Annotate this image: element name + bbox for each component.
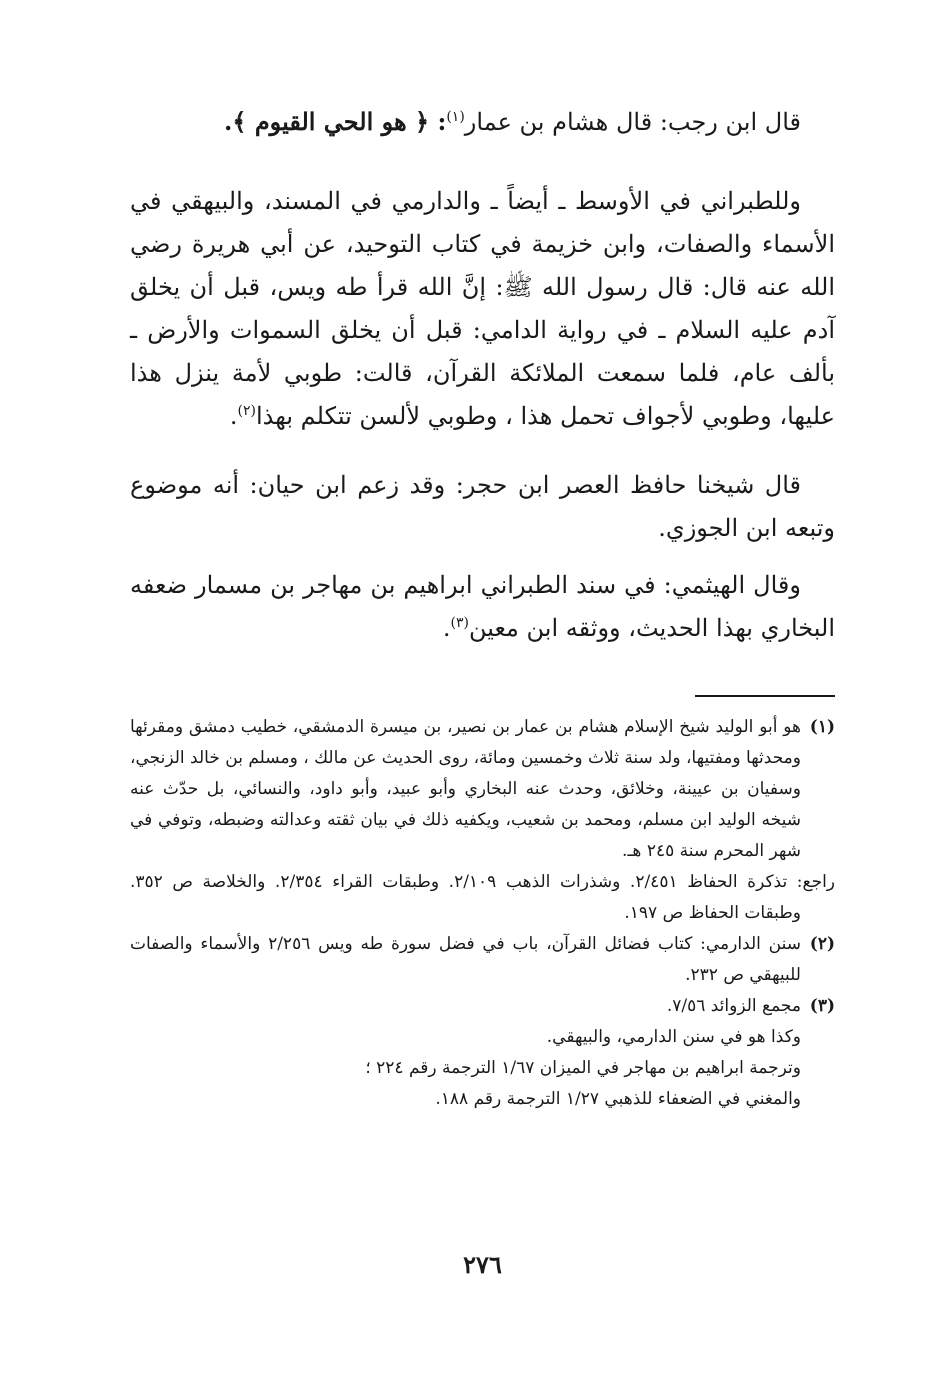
footnote-3-line: وكذا هو في سنن الدارمي، والبيهقي. xyxy=(546,1027,801,1047)
paragraph-end: . xyxy=(229,402,238,430)
footnote-number: (١) xyxy=(809,717,835,737)
footnote-text: مجمع الزوائد ٧/٥٦. xyxy=(666,996,801,1016)
footnote-3-line: وترجمة ابراهيم بن مهاجر في الميزان ١/٦٧ الترجمة رقم ٢٢٤ ؛ xyxy=(365,1058,801,1078)
paragraph-ibn-hajar xyxy=(130,464,835,550)
footnote-ref-3[interactable]: (٣) xyxy=(450,615,469,631)
footnote-text: سنن الدارمي: كتاب فضائل القرآن، باب في فضل سورة طه ويس ٢/٢٥٦ والأسماء والصفات للبيهقي ص ٢٣٢. xyxy=(130,934,801,985)
footnote-3-line: والمغني في الضعفاء للذهبي ١/٢٧ الترجمة رقم ١٨٨. xyxy=(435,1089,801,1109)
book-page xyxy=(130,0,835,1394)
footnote-1 xyxy=(130,712,835,867)
footnote-3 xyxy=(130,991,835,1022)
footnote-number: (٣) xyxy=(809,996,835,1016)
paragraph-text: وللطبراني في الأوسط ـ أيضاً ـ والدارمي في المسند، والبيهقي في الأسماء والصفات، وابن خزيمة في كتاب التوحيد، عن أبي هريرة رضي الله عنه قال: قال رسول الله ﷺ: إنَّ الله قرأ طه ويس، قبل أن يخلق آدم عليه السلام ـ في رواية الدامي: قبل أن يخلق السموات والأرض ـ بألف عام، فلما سمعت الملائكة القرآن، قالت: طوبي لأمة ينزل هذا عليها، وطوبي لأجواف تحمل هذا ، وطوبي لألسن تتكلم بهذا xyxy=(130,187,835,430)
paragraph-haythami xyxy=(130,564,835,650)
footnote-2 xyxy=(130,929,835,991)
footnote-ref-2[interactable]: (٢) xyxy=(237,403,257,419)
footnote-divider xyxy=(695,695,835,697)
paragraph-tabarani xyxy=(130,180,835,438)
footnote-1-references: راجع: تذكرة الحفاظ ٢/٤٥١. وشذرات الذهب ٢/١٠٩. وطبقات القراء ٢/٣٥٤. والخلاصة ص ٣٥٢. وطبقات الحفاظ ص ١٩٧. xyxy=(130,872,836,923)
footnote-number: (٢) xyxy=(809,934,835,954)
paragraph-ibn-rajab xyxy=(130,100,835,144)
footnotes xyxy=(130,712,835,1115)
page-number: ٢٧٦ xyxy=(463,1250,502,1279)
paragraph-text: قال ابن رجب: قال هشام بن عمار xyxy=(464,108,801,136)
quran-quote: : ﴿ هو الحي القيوم ﴾. xyxy=(224,107,447,136)
paragraph-end: . xyxy=(442,614,451,642)
paragraph-text: وقال الهيثمي: في سند الطبراني ابراهيم بن مهاجر بن مسمار ضعفه البخاري بهذا الحديث، ووثقه ابن معين xyxy=(130,571,835,642)
footnote-text: هو أبو الوليد شيخ الإسلام هشام بن عمار بن نصير، بن ميسرة الدمشقي، خطيب دمشق ومقرئها ومحدثها ومفتيها، ولد سنة ثلاث وخمسين ومائة، روى الحديث عن مالك ، ومسلم بن خالد الزنجي، وسفيان بن عيينة، وخلائق، وحدث عنه البخاري وأبو عبيد، وأبو داود، والنسائي، بل حدّث عنه شيخه الوليد ابن مسلم، ومحمد بن شعيب، ويكفيه ذلك في بيان ثقته وعدالته وضبطه، وتوفي في شهر المحرم سنة ٢٤٥ هـ. xyxy=(130,717,801,861)
footnote-ref-1[interactable]: (١) xyxy=(446,109,465,125)
paragraph-text: قال شيخنا حافظ العصر ابن حجر: وقد زعم ابن حيان: أنه موضوع وتبعه ابن الجوزي. xyxy=(130,471,835,542)
